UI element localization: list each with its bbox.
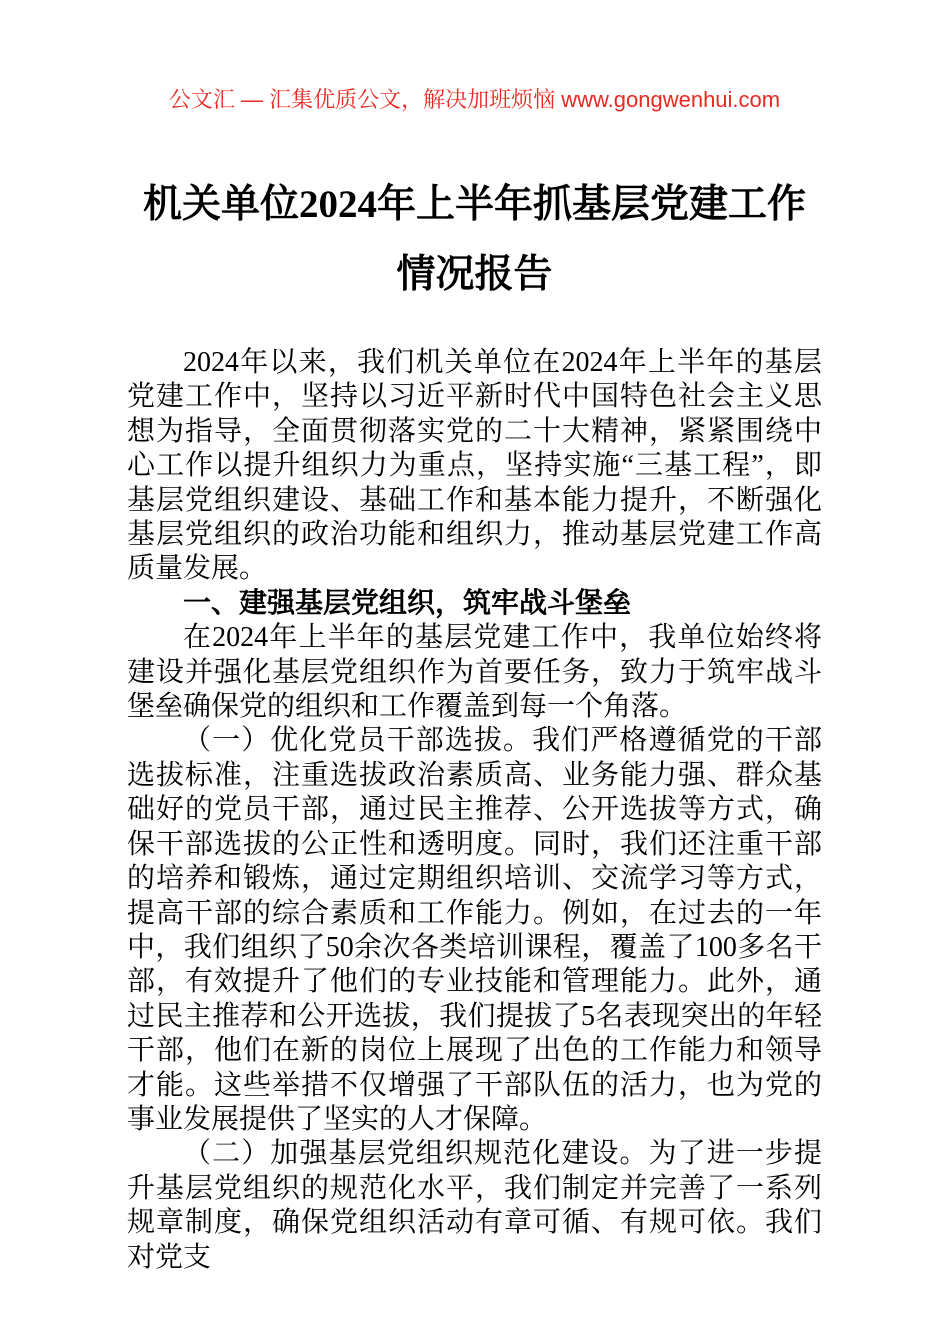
- document-title: 机关单位2024年上半年抓基层党建工作情况报告: [142, 183, 806, 296]
- paragraph-item-1-cadre-selection: （一）优化党员干部选拔。我们严格遵循党的干部选拔标准，注重选拔政治素质高、业务能力强、群众基础好的党员干部，通过民主推荐、公开选拔等方式，确保干部选拔的公正性和透明度。同时，我们还注重干部的培养和锻炼，通过定期组织培训、交流学习等方式，提高干部的综合素质和工作能力。例如，在过去的一年中，我们组织了50余次各类培训课程，覆盖了100多名干部，有效提升了他们的专业技能和管理能力。此外，通过民主推荐和公开选拔，我们提拔了5名表现突出的年轻干部，他们在新的岗位上展现了出色的工作能力和领导才能。这些举措不仅增强了干部队伍的活力，也为党的事业发展提供了坚实的人才保障。: [127, 725, 822, 1135]
- watermark-banner: 公文汇 — 汇集优质公文，解决加班烦恼 www.gongwenhui.com: [168, 87, 781, 112]
- paragraph-section1-overview: 在2024年上半年的基层党建工作中，我单位始终将建设并强化基层党组织作为首要任务，致力于筑牢战斗堡垒确保党的组织和工作覆盖到每一个角落。: [127, 622, 822, 723]
- section-heading-1: 一、建强基层党组织，筑牢战斗堡垒: [183, 587, 632, 619]
- paragraph-item-2-standardization: （二）加强基层党组织规范化建设。为了进一步提升基层党组织的规范化水平，我们制定并完善了一系列规章制度，确保党组织活动有章可循、有规可依。我们对党支: [127, 1138, 822, 1273]
- document-body: [127, 346, 822, 1275]
- paragraph-intro: 2024年以来，我们机关单位在2024年上半年的基层党建工作中，坚持以习近平新时代中国特色社会主义思想为指导，全面贯彻落实党的二十大精神，紧紧围绕中心工作以提升组织力为重点，坚持实施“三基工程”，即基层党组织建设、基础工作和基本能力提升，不断强化基层党组织的政治功能和组织力，推动基层党建工作高质量发展。: [127, 347, 822, 585]
